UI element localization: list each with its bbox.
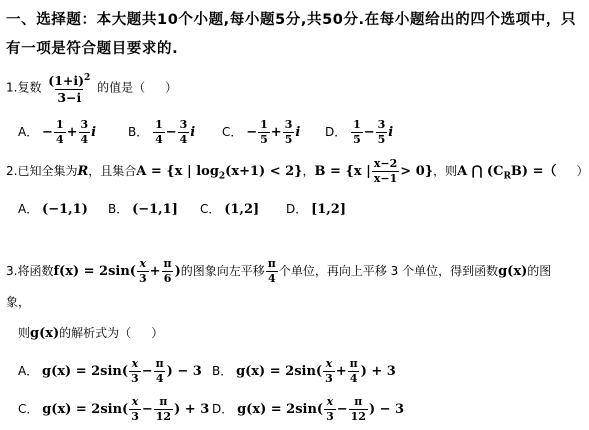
option-label: C． (222, 125, 243, 139)
frac-den: 5 (284, 133, 293, 146)
frac-den: 5 (260, 133, 268, 146)
q2-expr-text: A ⋂ (C (457, 164, 504, 179)
q2-text: ，则 (433, 164, 458, 178)
q3-text: 的图象向左平移 (180, 264, 265, 278)
option-op: + (335, 364, 347, 379)
option-op: − (336, 402, 348, 417)
q3-option-b[interactable] (212, 358, 396, 385)
q1-suffix: 的值是（ (97, 80, 146, 95)
q3-line3 (18, 324, 163, 341)
q3-paren: ) (174, 264, 181, 279)
frac-den: 3 (131, 410, 139, 423)
frac-num: 1 (260, 118, 268, 131)
q3-option-c[interactable] (18, 396, 209, 423)
frac-den: 5 (377, 133, 386, 146)
q1-prefix: 1.复数 (6, 80, 42, 95)
frac-den: 4 (155, 133, 163, 146)
option-label: A． (18, 364, 39, 378)
frac-den: 3 (325, 372, 333, 385)
option-post: ) + 3 (360, 364, 396, 379)
frac-num: 3 (179, 118, 188, 131)
option-label: B． (108, 202, 129, 216)
frac-num: x−2 (373, 157, 398, 170)
frac-num: x (131, 395, 139, 408)
frac-num: 3 (80, 118, 89, 131)
option-pre: g(x) = 2sin( (42, 364, 129, 379)
frac-den: 3 (138, 272, 147, 285)
section-title-line2: 有一项是符合题目要求的. (6, 41, 179, 57)
frac-den: 6 (163, 272, 172, 285)
section-title-line1: 一、选择题：本大题共10个小题,每小题5分,共50分.在每小题给出的四个选项中，只 (6, 12, 577, 28)
frac-num: 1 (353, 118, 361, 131)
q2-option-a[interactable] (18, 200, 88, 217)
q2-text: ， (302, 164, 315, 178)
q3-function: f(x) = 2sin( (53, 264, 136, 279)
frac-num: x (131, 357, 139, 370)
frac-num: 3 (284, 118, 293, 131)
option-label: D． (212, 402, 234, 416)
q1-numerator: (1+i) (48, 73, 85, 89)
option-value: (−1,1) (42, 202, 88, 217)
q2-set-r: R (77, 164, 89, 179)
q2-log-base: 2 (218, 171, 226, 182)
option-post: ) − 3 (368, 402, 405, 417)
option-op: + (270, 125, 282, 140)
question-2 (6, 158, 589, 185)
option-sign: − (246, 125, 258, 140)
frac-num: π (163, 257, 172, 270)
option-op: − (165, 125, 177, 140)
q1-close: ） (165, 80, 178, 95)
frac-num: 1 (55, 118, 64, 131)
q3-g: g(x) (498, 264, 528, 279)
option-pre: g(x) = 2sin( (237, 402, 324, 417)
q2-prefix: 2.已知全集为 (6, 164, 78, 178)
option-label: B． (212, 364, 233, 378)
frac-den: 3 (131, 372, 139, 385)
q2-set-b-text2: > 0} (400, 164, 434, 179)
q3-close: ） (151, 326, 164, 340)
option-sign: − (42, 125, 53, 140)
q3-text: 的图 (527, 264, 552, 278)
q3-op: + (149, 264, 161, 279)
q3-text: 的解析式为（ (59, 326, 132, 340)
q2-option-b[interactable] (108, 200, 178, 217)
option-label: B． (128, 125, 149, 139)
option-label: A． (18, 125, 39, 139)
q1-option-a[interactable] (18, 119, 96, 146)
q1-fraction (46, 71, 92, 105)
frac-den: 5 (353, 133, 361, 146)
q3-prefix: 3.将函数 (6, 264, 54, 278)
frac-den: 4 (267, 272, 276, 285)
q3-g: g(x) (30, 326, 60, 341)
q3-text: 则 (18, 326, 31, 340)
q1-option-b[interactable] (128, 119, 195, 146)
option-op: − (141, 364, 153, 379)
option-op: − (363, 125, 375, 140)
option-value: (1,2] (224, 202, 260, 217)
frac-num: x (139, 257, 147, 270)
frac-den: 4 (55, 133, 64, 146)
frac-den: 4 (349, 372, 358, 385)
frac-den: 4 (179, 133, 188, 146)
frac-den: 4 (155, 372, 164, 385)
option-label: C． (200, 202, 221, 216)
question-3 (6, 258, 551, 285)
frac-num: π (349, 357, 358, 370)
frac-den: 4 (80, 133, 89, 146)
option-var: i (190, 125, 196, 140)
option-pre: g(x) = 2sin( (42, 402, 129, 417)
frac-num: x (326, 395, 334, 408)
frac-num: x (325, 357, 333, 370)
option-label: C． (18, 402, 39, 416)
q2-set-a-text: A = {x | log (136, 164, 219, 179)
option-op: − (141, 402, 153, 417)
question-1 (6, 71, 177, 105)
option-pre: g(x) = 2sin( (236, 364, 323, 379)
q3-text: 个单位，再向上平移 3 个单位，得到函数 (278, 264, 499, 278)
option-post: ) + 3 (174, 402, 210, 417)
frac-den: 12 (155, 410, 172, 423)
q2-set-b: B = {x | (314, 164, 371, 179)
option-label: A． (18, 202, 39, 216)
q2-text: ，且集合 (88, 164, 137, 178)
option-label: D． (286, 202, 308, 216)
q2-expr-sub: R (503, 171, 511, 182)
q2-expression (457, 164, 557, 182)
option-value: [1,2] (311, 202, 346, 217)
frac-num: π (159, 395, 168, 408)
option-post: ) − 3 (166, 364, 202, 379)
frac-num: π (354, 395, 363, 408)
q2-close: ） (576, 164, 589, 178)
frac-den: 3 (326, 410, 334, 423)
q3-option-d[interactable] (212, 396, 404, 423)
q1-option-c[interactable] (222, 119, 300, 146)
q2-expr-text2: B) =（ (510, 164, 557, 179)
q2-option-d[interactable] (286, 200, 346, 217)
frac-num: 1 (155, 118, 163, 131)
option-var: i (388, 125, 394, 140)
q2-option-c[interactable] (200, 200, 259, 217)
q2-set-a (136, 164, 303, 182)
q3-line2: 象， (6, 295, 31, 309)
q1-denominator: 3−i (57, 90, 82, 106)
q2-set-a-text2: (x+1) < 2} (225, 164, 303, 179)
q1-exponent: 2 (84, 73, 91, 83)
option-value: (−1,1] (132, 202, 178, 217)
option-op: + (66, 125, 78, 140)
option-var: i (295, 125, 301, 140)
frac-num: π (267, 257, 276, 270)
q1-option-d[interactable] (325, 119, 393, 146)
q3-option-a[interactable] (18, 358, 202, 385)
frac-num: π (155, 357, 164, 370)
frac-den: 12 (350, 410, 366, 423)
option-label: D． (325, 125, 347, 139)
frac-den: x−1 (373, 172, 398, 185)
frac-num: 3 (377, 118, 386, 131)
option-var: i (91, 125, 97, 140)
